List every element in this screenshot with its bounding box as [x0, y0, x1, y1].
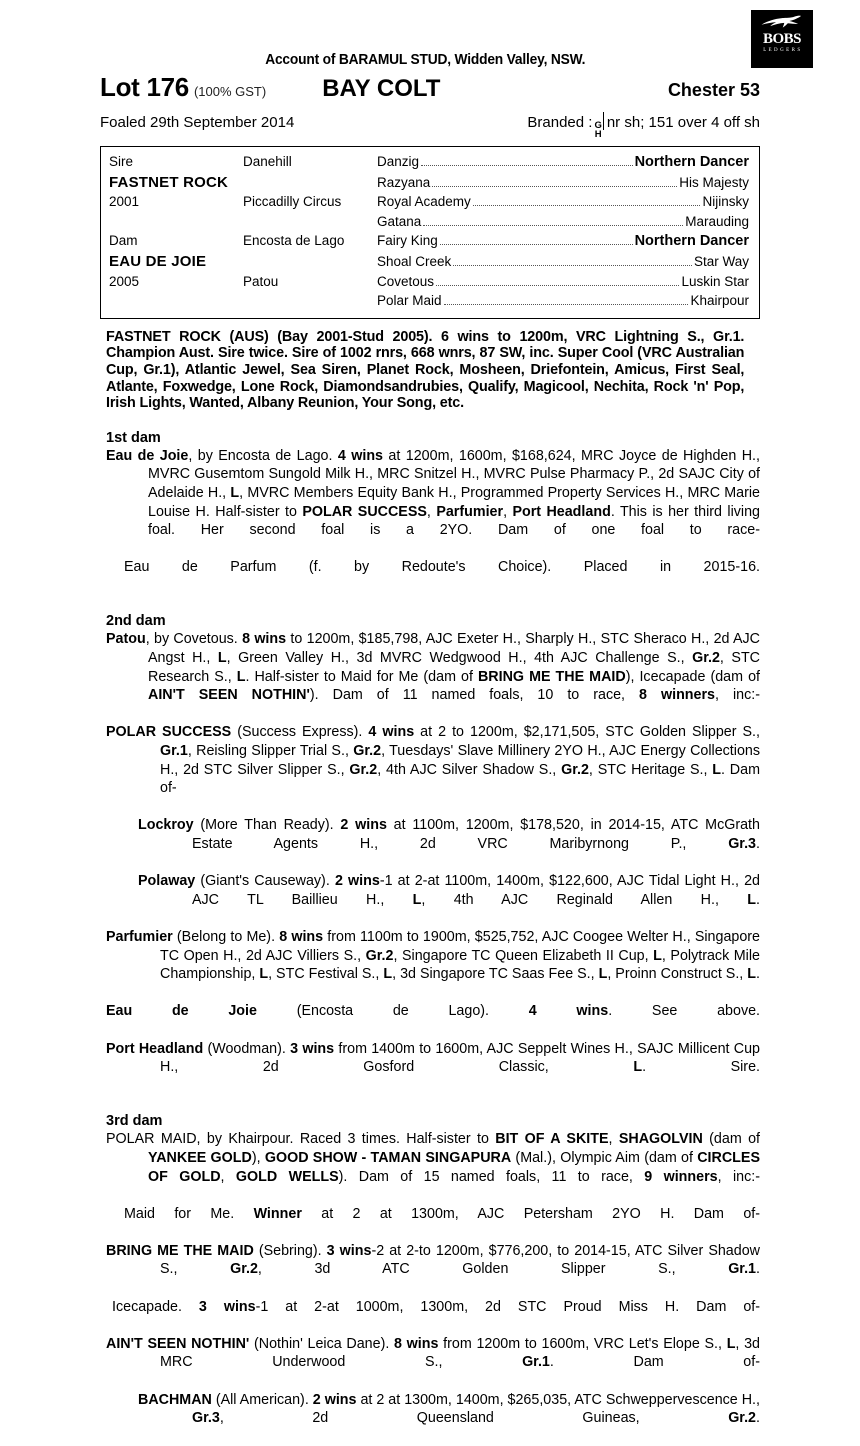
second-dam-heading: 2nd dam: [106, 613, 166, 630]
gen3-right-7: Khairpour: [690, 293, 749, 309]
brand-mark: [594, 121, 601, 139]
dam-name: EAU DE JOIE: [109, 252, 207, 270]
grade-marker: Gr.2: [692, 650, 720, 667]
first-dam-entry: [100, 447, 760, 559]
t: (Woodman).: [203, 1040, 291, 1057]
first-dam-section: [100, 430, 760, 596]
wins: 8 wins: [279, 928, 324, 945]
t: at 1100m, 1200m, $178,520, in 2014-15, ATC McGrath Estate Agents H., 2d VRC Maribyrnong P.,: [192, 817, 760, 852]
dam-text-4: . This is her third living foal. Her second foal is a 2YO. Dam of one foal to race-: [148, 503, 760, 539]
dam-wins: 4 wins: [337, 447, 384, 464]
t: Icecapade.: [112, 1298, 199, 1315]
spacer: [101, 291, 235, 311]
t: -2 at 2-to 1200m, $776,200, to 2014-15, ATC Silver Shadow S.,: [160, 1242, 760, 1278]
brand-details: [527, 109, 760, 138]
t: , STC Heritage S.,: [588, 761, 713, 778]
gen3-left-5: Shoal Creek: [377, 253, 452, 269]
sibling-3: Port Headland: [512, 503, 611, 520]
t: . Dam of-: [160, 761, 760, 797]
t: from 1400m to 1600m, AJC Seppelt Wines H., SAJC Millicent Cup H., 2d Gosford Classic,: [160, 1040, 760, 1076]
relative-name: AIN'T SEEN NOTHIN': [148, 687, 310, 704]
gen3-right-0: Northern Dancer: [634, 154, 749, 170]
gen3-row-3: [377, 212, 759, 232]
gen3-right-3: Marauding: [685, 213, 749, 229]
first-dam-produce: Eau de Parfum (f. by Redoute's Choice). Placed in 2015-16.: [124, 559, 760, 576]
t: , STC Festival S.,: [268, 966, 384, 983]
gen3-right-2: Nijinsky: [702, 194, 749, 210]
t: ). Dam of 15 named foals, 11 to race,: [338, 1168, 645, 1185]
gen3-left-6: Covetous: [377, 273, 435, 289]
t: (More Than Ready).: [193, 817, 341, 834]
t: , STC Research S.,: [148, 650, 760, 685]
brand-top: G: [594, 120, 602, 131]
t: (dam of: [702, 1131, 760, 1148]
eau-de-joie-name: Eau de Joie: [106, 1003, 257, 1020]
wins: 3 wins: [326, 1242, 372, 1259]
leader-dots: [473, 205, 701, 206]
t: Maid for Me.: [124, 1205, 254, 1222]
grade-marker: Gr.3: [728, 836, 757, 852]
spacer: [235, 212, 377, 232]
sire-blurb: FASTNET ROCK (AUS) (Bay 2001-Stud 2005). 6 wins to 1200m, VRC Lightning S., Gr.1. Champion Aust. Sire twice. Sire of 1002 rnrs, 668 wnrs, 87 SW, inc. Super Cool (VRC Australian Cup, Gr.1), Atlantic Jewel, Sea Siren, Planet Rock, Mosheen, Driefontein, Amicus, First Seal, Atlante, Foxwedge, Lone Rock, Diamondsandrubies, Qualify, Magicool, Nechita, Rock 'n' Pop, Irish Lights, Wanted, Albany Reunion, Your Song, etc.: [106, 328, 745, 412]
t: (All American).: [211, 1391, 313, 1408]
listed-marker: L: [236, 668, 246, 685]
leader-dots: [436, 285, 679, 286]
listed-marker: L: [217, 650, 227, 667]
t: , 3d MRC Underwood S.,: [160, 1335, 760, 1371]
branded-rest: nr sh; 151 over 4 off sh: [606, 114, 760, 131]
dam-text-3: , MVRC Members Equity Bank H., Programmed Property Services H., MRC Marie Louise H. Half-sister to: [148, 484, 761, 520]
grade-marker: Gr.1: [522, 1354, 550, 1371]
listed-marker: L: [726, 1335, 736, 1352]
wins: 2 wins: [312, 1391, 357, 1408]
gst-note: (100% GST): [193, 84, 267, 99]
gen3-left-3: Gatana: [377, 213, 422, 229]
t: (Success Express).: [231, 724, 369, 741]
second-dam-section: [100, 613, 760, 1095]
patou-name: Patou: [106, 631, 146, 648]
t: , 3d ATC Golden Slipper S.,: [257, 1261, 729, 1278]
t: .: [756, 1410, 760, 1427]
relative-name: BIT OF A SKITE: [495, 1131, 609, 1148]
t: (Belong to Me).: [172, 928, 280, 945]
leader-dots: [453, 265, 692, 266]
spacer: [235, 291, 377, 311]
t: ,: [220, 1168, 236, 1185]
t: ),: [251, 1149, 265, 1166]
t: at 2 at 1300m, 1400m, $265,035, ATC Schweppervescence H.,: [356, 1391, 761, 1408]
bachman-entry: [100, 1391, 760, 1446]
grade-marker: Gr.2: [349, 761, 378, 778]
t: , 3d Singapore TC Saas Fee S.,: [392, 966, 599, 983]
winners-count: 8 winners: [639, 687, 716, 704]
t: .: [756, 966, 760, 983]
icecapade-entry: [100, 1298, 760, 1335]
dam-label: Dam: [109, 233, 138, 249]
gen3-left-1: Razyana: [377, 174, 431, 190]
t: at 2 at 1300m, AJC Petersham 2YO H. Dam of-: [301, 1205, 760, 1222]
sire-label: Sire: [109, 154, 134, 169]
aint-seen-nothin-entry: [100, 1335, 760, 1391]
t: . Sire.: [642, 1059, 760, 1076]
polar-maid-entry: [100, 1130, 760, 1204]
t: (Giant's Causeway).: [195, 873, 335, 890]
sibling-1: POLAR SUCCESS: [302, 503, 427, 520]
bobs-logo: [751, 10, 813, 68]
spacer: [235, 173, 377, 193]
gen3-row-2: [377, 192, 759, 212]
parfumier-entry: [100, 928, 760, 1002]
gen3-row-5: [377, 252, 759, 272]
parfumier-name: Parfumier: [106, 928, 173, 945]
third-dam-heading: 3rd dam: [106, 1113, 163, 1130]
t: , Green Valley H., 3d MVRC Wedgwood H., 4th AJC Challenge S.,: [226, 650, 693, 667]
leader-dots: [440, 244, 633, 245]
account-line: Account of BARAMUL STUD, Widden Valley, NSW.: [265, 52, 586, 68]
t: , by Covetous.: [145, 631, 243, 648]
t: -1 at 2-at 1100m, 1400m, $122,600, AJC Tidal Light H., 2d AJC TL Baillieu H.,: [192, 873, 760, 908]
aint-seen-nothin-name: AIN'T SEEN NOTHIN': [106, 1335, 250, 1352]
port-headland-entry: [100, 1040, 760, 1096]
winner-marker: Winner: [253, 1205, 302, 1222]
t: , 4th AJC Reginald Allen H.,: [421, 891, 748, 908]
grade-marker: Gr.2: [561, 761, 589, 778]
t: , inc:-: [717, 1168, 760, 1185]
grade-marker: Gr.2: [728, 1410, 757, 1427]
t: . Dam of-: [549, 1354, 760, 1371]
sep: ,: [426, 503, 437, 520]
horse-icon: [760, 14, 804, 31]
relative-name: YANKEE GOLD: [148, 1149, 252, 1166]
gen3-right-5: Star Way: [693, 253, 749, 269]
pedigree-table: [100, 146, 760, 319]
t: -1 at 2-at 1000m, 1300m, 2d STC Proud Miss H. Dam of-: [255, 1298, 760, 1315]
listed-marker: L: [412, 891, 422, 908]
t: , Polytrack Mile Championship,: [160, 947, 760, 983]
spacer: [235, 252, 377, 272]
page-header: [100, 0, 802, 140]
maid-for-me-entry: [100, 1205, 760, 1242]
wins: 3 wins: [290, 1040, 335, 1057]
grade-marker: Gr.3: [192, 1410, 220, 1427]
t: from 1100m to 1900m, $525,752, AJC Coogee Welter H., Singapore TC Open H., 2d AJC Villiers S.,: [160, 928, 761, 964]
listed-marker: L: [712, 761, 722, 778]
wins: 2 wins: [334, 873, 380, 890]
listed-marker: L: [383, 966, 393, 983]
wins: 3 wins: [198, 1298, 256, 1315]
wins: 8 wins: [394, 1335, 439, 1352]
relative-name: SHAGOLVIN: [618, 1131, 703, 1148]
sire-gen2-a: Danehill: [243, 154, 292, 169]
brand-bar-icon: [603, 112, 604, 130]
t: , inc:-: [715, 687, 760, 704]
dam-name-bold: Eau de Joie: [106, 447, 189, 464]
gen3-right-1: His Majesty: [679, 174, 749, 190]
dam-gen2-a: Encosta de Lago: [243, 233, 345, 249]
t: POLAR MAID, by Khairpour. Raced 3 times. Half-sister to: [106, 1131, 496, 1148]
bobs-subtitle: L E D G E R S: [763, 48, 801, 53]
gen3-left-7: Polar Maid: [377, 293, 442, 309]
leader-dots: [421, 165, 633, 166]
gen3-left-2: Royal Academy: [377, 194, 471, 210]
listed-marker: L: [747, 966, 757, 983]
patou-wins: 8 wins: [242, 631, 287, 648]
t: ), Icecapade (dam of: [625, 668, 760, 685]
branded-label: Branded :: [527, 114, 593, 131]
sire-name: FASTNET ROCK: [109, 173, 229, 191]
bachman-name: BACHMAN: [138, 1391, 212, 1408]
polaway-name: Polaway: [138, 873, 196, 890]
t: from 1200m to 1600m, VRC Let's Elope S.,: [438, 1335, 727, 1352]
port-headland-name: Port Headland: [106, 1040, 204, 1057]
polar-success-name: POLAR SUCCESS: [106, 724, 232, 741]
first-dam-heading: 1st dam: [106, 429, 161, 446]
eau-de-joie-entry: [100, 1002, 760, 1039]
t: , Reisling Slipper Trial S.,: [187, 743, 354, 760]
sire-gen2-b: Piccadilly Circus: [243, 194, 342, 210]
t: . See above.: [608, 1003, 761, 1020]
patou-entry: [100, 630, 760, 723]
gen3-right-6: Luskin Star: [681, 273, 749, 289]
t: . Half-sister to Maid for Me (dam of: [245, 668, 478, 685]
t: , 4th AJC Silver Shadow S.,: [377, 761, 562, 778]
sibling-2: Parfumier: [436, 503, 504, 520]
t: , Singapore TC Queen Elizabeth II Cup,: [393, 947, 654, 964]
gen3-left-0: Danzig: [377, 154, 420, 169]
listed-marker: L: [230, 484, 240, 501]
t: ,: [608, 1131, 619, 1148]
title-row: [100, 72, 760, 103]
t: (Nothin' Leica Dane).: [249, 1335, 395, 1352]
gen3-row-1: [377, 173, 759, 193]
leader-dots: [444, 304, 689, 305]
t: ). Dam of 11 named foals, 10 to race,: [309, 687, 640, 704]
wins: 2 wins: [340, 817, 387, 834]
pedigree-grid: [101, 152, 759, 311]
grade-marker: Gr.2: [365, 947, 394, 964]
grade-marker: Gr.1: [728, 1261, 757, 1278]
grade-marker: Gr.2: [230, 1261, 258, 1278]
bring-me-the-maid-name: BRING ME THE MAID: [106, 1242, 254, 1259]
relative-name: GOLD WELLS: [235, 1168, 339, 1185]
relative-name: BRING ME THE MAID: [477, 668, 626, 685]
wins: 4 wins: [528, 1003, 609, 1020]
dam-text-1: , by Encosta de Lago.: [188, 447, 338, 464]
relative-name: CIRCLES OF GOLD: [148, 1149, 760, 1185]
polar-success-entry: [100, 723, 760, 816]
third-dam-section: [100, 1113, 760, 1446]
gen3-right-4: Northern Dancer: [634, 233, 749, 250]
leader-dots: [423, 225, 683, 226]
listed-marker: L: [598, 966, 608, 983]
bobs-wordmark: BOBS: [762, 31, 802, 47]
dam-year: 2005: [109, 273, 140, 289]
t: (Mal.), Olympic Aim (dam of: [511, 1149, 698, 1166]
wins: 4 wins: [368, 724, 415, 741]
gen3-row-7: [377, 291, 759, 311]
t: , Proinn Construct S.,: [607, 966, 748, 983]
dam-text-2: at 1200m, 1600m, $168,624, MRC Joyce de Highden H., MVRC Gusemtom Sungold Milk H., MRC Snitzel H., MVRC Pulse Pharmacy P., 2d SAJC City of Adelaide H.,: [148, 447, 761, 501]
t: .: [756, 836, 760, 852]
gen3-left-4: Fairy King: [377, 233, 438, 249]
gen3-row-0: [377, 152, 759, 173]
leader-dots: [432, 186, 677, 187]
lockroy-entry: [100, 816, 760, 872]
polaway-entry: [100, 872, 760, 928]
winners-count: 9 winners: [644, 1168, 718, 1185]
lockroy-name: Lockroy: [138, 817, 194, 834]
listed-marker: L: [653, 947, 662, 964]
sep: ,: [503, 503, 513, 520]
colt-type: BAY COLT: [322, 75, 441, 102]
gen3-row-4: [377, 231, 759, 252]
t: (Encosta de Lago).: [256, 1003, 529, 1020]
dam-gen2-b: Patou: [243, 273, 279, 289]
lot-group: [100, 72, 440, 103]
sire-year: 2001: [109, 194, 140, 210]
bring-me-the-maid-entry: [100, 1242, 760, 1298]
relative-name: GOOD SHOW - TAMAN SINGAPURA: [264, 1149, 512, 1166]
t: , Tuesdays' Slave Millinery 2YO H., AJC Energy Collections H., 2d STC Silver Slipper S.,: [160, 743, 760, 778]
t: to 1200m, $185,798, AJC Exeter H., Sharply H., STC Sheraco H., 2d AJC Angst H.,: [148, 631, 760, 667]
grade-marker: Gr.1: [160, 743, 188, 760]
t: .: [756, 891, 760, 908]
listed-marker: L: [633, 1059, 643, 1076]
t: at 2 to 1200m, $2,171,505, STC Golden Slipper S.,: [414, 724, 760, 741]
t: , 2d Queensland Guineas,: [219, 1410, 729, 1427]
t: (Sebring).: [253, 1242, 327, 1259]
foaled-date: Foaled 29th September 2014: [100, 114, 295, 131]
t: .: [756, 1261, 760, 1278]
sub-header-row: [100, 109, 760, 138]
vendor-reference: Chester 53: [667, 80, 760, 100]
grade-marker: Gr.2: [353, 743, 382, 760]
listed-marker: L: [259, 966, 269, 983]
listed-marker: L: [747, 891, 757, 908]
spacer: [101, 212, 235, 232]
gen3-row-6: [377, 272, 759, 292]
lot-number: Lot 176: [100, 72, 189, 102]
brand-bottom: H: [594, 129, 602, 140]
